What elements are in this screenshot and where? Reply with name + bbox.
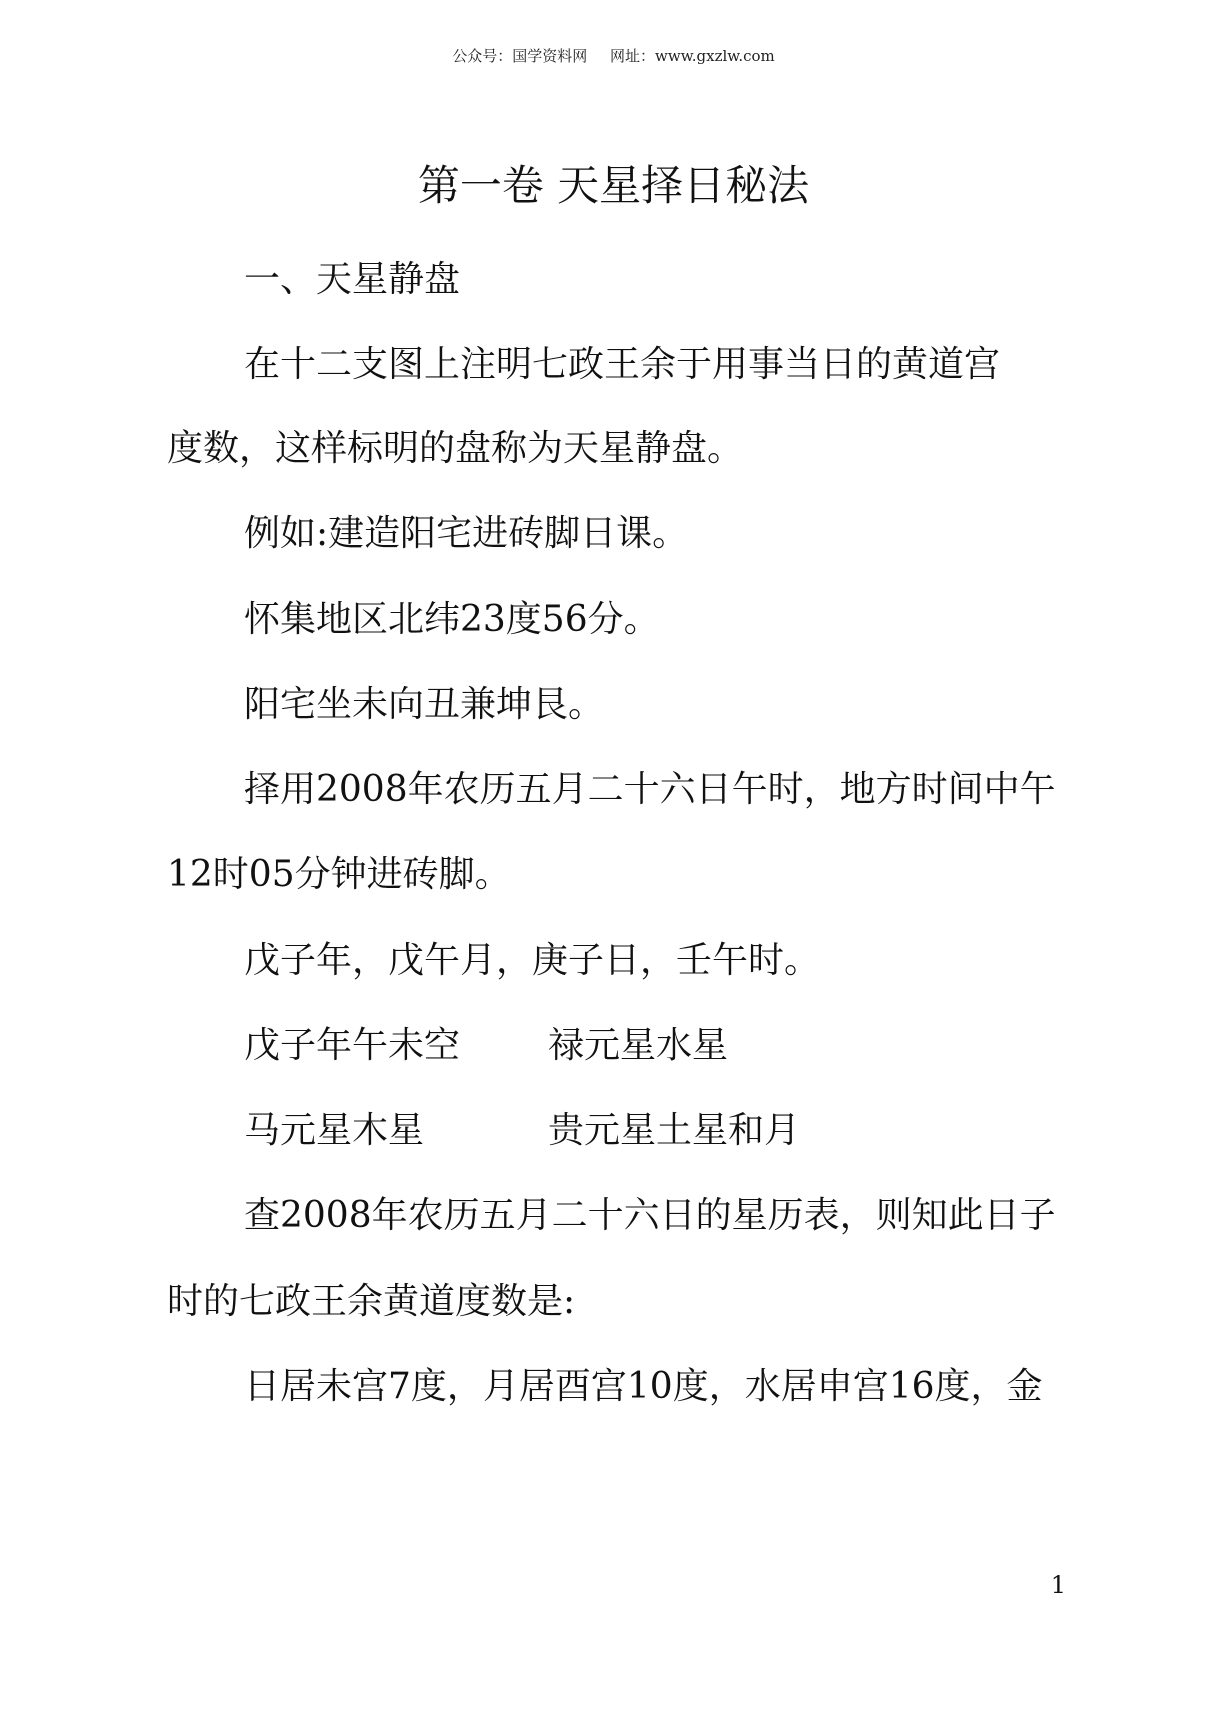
paragraph-line-11: 日居未宫7度，月居酉宫10度，水居申宫16度，金: [244, 1366, 1043, 1407]
header-website: 网址：www.gxzlw.com: [610, 47, 775, 65]
paragraph-line-9: 查2008年农历五月二十六日的星历表，则知此日子: [244, 1195, 1056, 1236]
paragraph-line-8: 戊子年，戊午月，庚子日，壬午时。: [244, 940, 821, 981]
page-number: 1: [1050, 1571, 1066, 1599]
pair-left: 马元星木星: [244, 1110, 425, 1151]
pair-right: 禄元星水星: [548, 1025, 729, 1066]
pair-left: 戊子年午未空: [244, 1025, 461, 1066]
pair-right: 贵元星土星和月: [548, 1110, 801, 1151]
paragraph-line-2: 度数，这样标明的盘称为天星静盘。: [167, 428, 744, 469]
pair-row-1: [244, 1023, 460, 1069]
paragraph-line-3: 例如:建造阳宅进砖脚日课。: [244, 513, 689, 554]
paragraph-line-6: 择用2008年农历五月二十六日午时，地方时间中午: [244, 769, 1056, 810]
section-heading: 一、天星静盘: [244, 259, 461, 300]
paragraph-line-5: 阳宅坐未向丑兼坤艮。: [244, 684, 605, 725]
page-header: [0, 46, 1227, 66]
pair-row-2: [244, 1108, 424, 1154]
chapter-title: 第一卷 天星择日秘法: [417, 161, 810, 210]
paragraph-line-7: 12时05分钟进砖脚。: [167, 854, 511, 895]
paragraph-line-10: 时的七政王余黄道度数是:: [167, 1281, 576, 1322]
paragraph-line-4: 怀集地区北纬23度56分。: [244, 599, 660, 640]
header-account: 公众号：国学资料网: [452, 47, 588, 65]
paragraph-line-1: 在十二支图上注明七政王余于用事当日的黄道宫: [244, 344, 1001, 385]
